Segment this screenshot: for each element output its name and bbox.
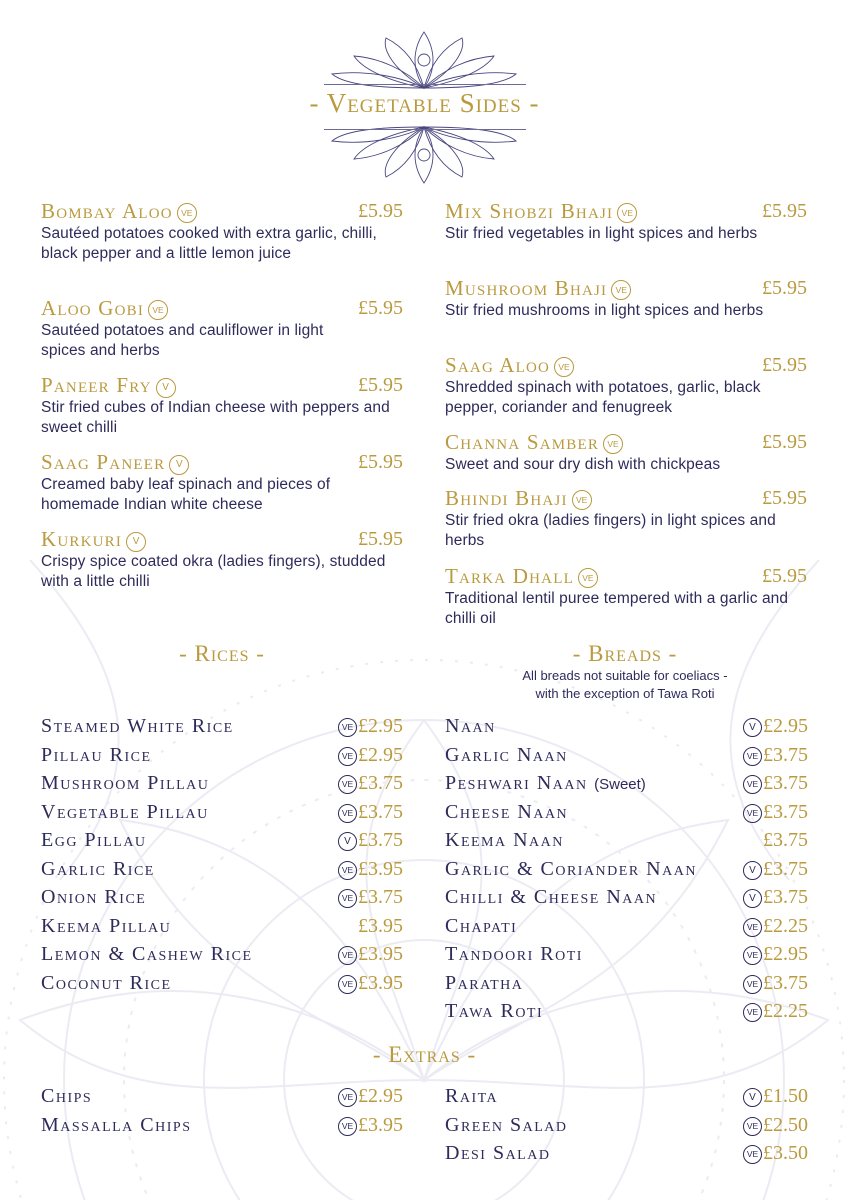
vegan-badge-icon: VE [617,203,637,223]
row-price [743,1082,808,1112]
item-price: £5.95 [358,528,403,550]
item-price: £5.95 [762,354,807,376]
vegan-badge-icon: VE [338,775,357,794]
row-name [445,1142,550,1164]
vegan-badge-icon: VE [743,1145,762,1164]
row-price [743,769,808,799]
row-price [338,712,403,742]
row-price [743,855,808,885]
veg-side-item [41,449,403,515]
vegetarian-badge-icon: V [743,889,762,908]
item-price: £5.95 [358,297,403,319]
vegan-badge-icon: VE [338,1088,357,1107]
rices-title: - Rices - [179,641,265,666]
row-price [763,826,808,856]
price-amount: £3.75 [763,829,808,851]
price-amount: £3.50 [763,1142,808,1164]
vegan-badge-icon: VE [338,946,357,965]
price-amount: £3.75 [763,743,808,766]
row-price [338,769,403,799]
veg-side-item [445,429,807,475]
menu-row [41,940,403,968]
menu-row [445,940,808,968]
row-name [445,1114,568,1136]
row-name [41,801,209,823]
item-description: Shredded spinach with potatoes, garlic, black pepper, coriander and fenugreek [445,379,761,416]
row-price [743,741,808,771]
vegan-badge-icon: VE [578,568,598,588]
menu-row [41,969,403,997]
row-name-text: Steamed White Rice [41,715,234,737]
veg-side-item [445,485,807,551]
row-price [743,883,808,913]
row-name [445,858,697,880]
item-name: Paneer Fry [41,373,152,397]
menu-row [445,969,808,997]
price-amount: £1.50 [763,1085,808,1107]
row-name-text: Desi Salad [445,1142,551,1164]
vegan-badge-icon: VE [338,889,357,908]
item-description: Crispy spice coated okra (ladies fingers), studded with a little chilli [41,553,386,590]
item-price: £5.95 [762,277,807,299]
vegan-badge-icon: VE [148,300,168,320]
row-price [743,1111,808,1141]
row-name-text: Keema Pillau [41,914,172,937]
item-description: Stir fried vegetables in light spices and herbs [445,225,758,242]
row-price [743,712,808,742]
menu-row [445,1111,808,1139]
row-price [338,883,403,913]
row-price [338,940,403,970]
item-name: Mix Shobzi Bhaji [445,199,614,223]
menu-row [445,997,808,1025]
row-name-text: Chapati [445,914,518,937]
veg-side-item [41,198,403,264]
vegan-badge-icon: VE [177,203,197,223]
price-amount: £3.75 [358,772,403,794]
row-name [445,801,568,823]
row-name-text: Paratha [445,971,524,994]
item-description: Stir fried cubes of Indian cheese with peppers and sweet chilli [41,399,390,436]
row-price [338,741,403,771]
row-name [445,1000,543,1022]
row-price [743,798,808,828]
vegan-badge-icon: VE [338,804,357,823]
vegan-badge-icon: VE [743,975,762,994]
item-description: Traditional lentil puree tempered with a garlic and chilli oil [445,590,789,627]
item-name: Bombay Aloo [41,199,173,223]
row-price [743,997,808,1027]
row-name [445,915,517,937]
menu-row [41,1111,403,1139]
item-price: £5.95 [358,200,403,222]
vegetarian-badge-icon: V [743,1088,762,1107]
menu-row [445,1139,808,1167]
row-price [338,855,403,885]
veg-side-item [445,198,807,244]
item-description: Sautéed potatoes cooked with extra garlic, chilli, black pepper and a little lemon juice [41,225,377,262]
row-name [445,744,568,766]
row-name-text: Onion Rice [41,886,147,908]
vegan-badge-icon: VE [554,357,574,377]
price-amount: £3.75 [358,829,403,851]
menu-row [445,798,808,826]
row-name [41,915,171,937]
row-name-text: Vegetable Pillau [41,800,209,823]
menu-row [41,912,403,940]
vegetable-sides-title: - Vegetable Sides - [309,88,540,118]
row-name [445,943,583,965]
price-amount: £2.25 [763,914,808,937]
price-amount: £3.75 [763,772,808,794]
breads-note-line-2: with the exception of Tawa Roti [535,686,715,701]
row-name [41,1085,92,1107]
price-amount: £2.95 [763,943,808,965]
row-name-text: Chilli & Cheese Naan [445,886,658,908]
menu-row [445,912,808,940]
row-name-text: Garlic Naan [445,743,568,766]
row-name [41,858,155,880]
row-name [445,829,564,851]
row-name-text: Lemon & Cashew Rice [41,943,253,965]
vegan-badge-icon: VE [338,718,357,737]
vegan-badge-icon: VE [338,747,357,766]
price-amount: £2.95 [358,715,403,737]
menu-row [445,769,808,797]
price-amount: £2.95 [763,715,808,737]
vegan-badge-icon: VE [338,861,357,880]
vegan-badge-icon: VE [743,775,762,794]
menu-row [445,712,808,740]
vegan-badge-icon: VE [338,975,357,994]
row-price [338,1082,403,1112]
menu-row [41,712,403,740]
price-amount: £2.95 [358,1085,403,1107]
vegan-badge-icon: VE [743,804,762,823]
row-name-text: Green Salad [445,1113,568,1136]
vegetarian-badge-icon: V [743,718,762,737]
price-amount: £2.25 [763,1000,808,1022]
price-amount: £2.50 [763,1113,808,1136]
row-price [743,912,808,942]
row-name-text: Peshwari Naan [445,772,588,794]
row-name [41,886,146,908]
vegetarian-badge-icon: V [126,532,146,552]
row-name [41,829,147,851]
menu-row [41,883,403,911]
row-price [338,826,403,856]
price-amount: £3.75 [358,800,403,823]
extras-title: - Extras - [372,1042,477,1067]
row-price [358,912,403,942]
item-price: £5.95 [762,431,807,453]
item-price: £5.95 [762,200,807,222]
item-name: Tarka Dhall [445,564,574,588]
vegan-badge-icon: VE [743,946,762,965]
price-amount: £3.75 [763,800,808,823]
item-price: £5.95 [358,374,403,396]
price-amount: £3.75 [763,886,808,908]
item-description: Sautéed potatoes and cauliflower in light spices and herbs [41,322,324,359]
row-name-text: Pillau Rice [41,743,152,766]
veg-side-item [41,372,403,438]
menu-row [41,769,403,797]
price-amount: £3.95 [358,857,403,880]
row-price [338,798,403,828]
row-price [743,1139,808,1169]
menu-row [41,826,403,854]
row-name [41,943,253,965]
item-description: Stir fried okra (ladies fingers) in light spices and herbs [445,512,776,549]
menu-row [445,741,808,769]
item-price: £5.95 [358,451,403,473]
price-amount: £3.95 [358,914,403,937]
row-name-text: Tawa Roti [445,1000,544,1022]
row-name [41,715,234,737]
item-name: Aloo Gobi [41,296,145,320]
veg-side-item [445,275,807,321]
price-amount: £2.95 [358,743,403,766]
row-name-text: Massalla Chips [41,1113,192,1136]
item-name: Channa Samber [445,430,600,454]
row-name-text: Raita [445,1085,499,1107]
menu-row [41,1082,403,1110]
row-name-text: Tandoori Roti [445,943,583,965]
price-amount: £3.75 [358,886,403,908]
vegan-badge-icon: VE [743,918,762,937]
breads-title: - Breads - [572,641,678,666]
vegetarian-badge-icon: V [169,455,189,475]
item-description: Stir fried mushrooms in light spices and herbs [445,302,764,319]
row-name-text: Garlic & Coriander Naan [445,857,697,880]
menu-row [445,826,808,854]
price-amount: £3.75 [763,857,808,880]
vegan-badge-icon: VE [603,434,623,454]
veg-side-item [41,295,403,361]
row-note: (Sweet) [594,776,646,793]
vegetarian-badge-icon: V [743,861,762,880]
row-name [445,715,496,737]
item-price: £5.95 [762,487,807,509]
price-amount: £3.95 [358,943,403,965]
item-name: Saag Paneer [41,450,166,474]
menu-row [445,1082,808,1110]
breads-note-line-1: All breads not suitable for coeliacs - [522,668,728,683]
price-amount: £3.95 [358,971,403,994]
row-name [41,772,209,794]
header-rule-top [324,84,526,85]
row-name [445,772,646,794]
row-name-text: Naan [445,715,496,737]
menu-row [41,741,403,769]
menu-row [41,855,403,883]
row-name-text: Garlic Rice [41,857,155,880]
row-name-text: Mushroom Pillau [41,772,210,794]
row-name-text: Coconut Rice [41,971,172,994]
row-name [445,886,657,908]
breads-coeliac-note [445,667,805,703]
veg-side-item [41,526,403,592]
veg-side-item [445,563,807,629]
vegetarian-badge-icon: V [156,378,176,398]
row-price [338,1111,403,1141]
vegan-badge-icon: VE [611,280,631,300]
item-description: Sweet and sour dry dish with chickpeas [445,456,721,473]
price-amount: £3.95 [358,1113,403,1136]
vegan-badge-icon: VE [743,747,762,766]
vegan-badge-icon: VE [338,1117,357,1136]
row-name-text: Cheese Naan [445,800,569,823]
row-name-text: Keema Naan [445,829,564,851]
vegan-badge-icon: VE [743,1003,762,1022]
row-name-text: Chips [41,1085,93,1107]
row-name-text: Egg Pillau [41,829,147,851]
price-amount: £3.75 [763,971,808,994]
vegetarian-badge-icon: V [338,832,357,851]
item-description: Creamed baby leaf spinach and pieces of homemade Indian white cheese [41,476,331,513]
item-name: Mushroom Bhaji [445,276,608,300]
item-name: Saag Aloo [445,353,551,377]
item-price: £5.95 [762,565,807,587]
item-name: Bhindi Bhaji [445,486,568,510]
header-rule-bottom [324,129,526,130]
veg-side-item [445,352,807,418]
row-name [445,1085,498,1107]
row-price [743,940,808,970]
row-name [41,1114,191,1136]
menu-row [445,855,808,883]
row-name [41,744,152,766]
row-name [445,972,523,994]
row-name [41,972,172,994]
menu-row [41,798,403,826]
row-price [338,969,403,999]
vegan-badge-icon: VE [743,1117,762,1136]
item-name: Kurkuri [41,527,123,551]
vegan-badge-icon: VE [572,490,592,510]
menu-row [445,883,808,911]
row-price [743,969,808,999]
